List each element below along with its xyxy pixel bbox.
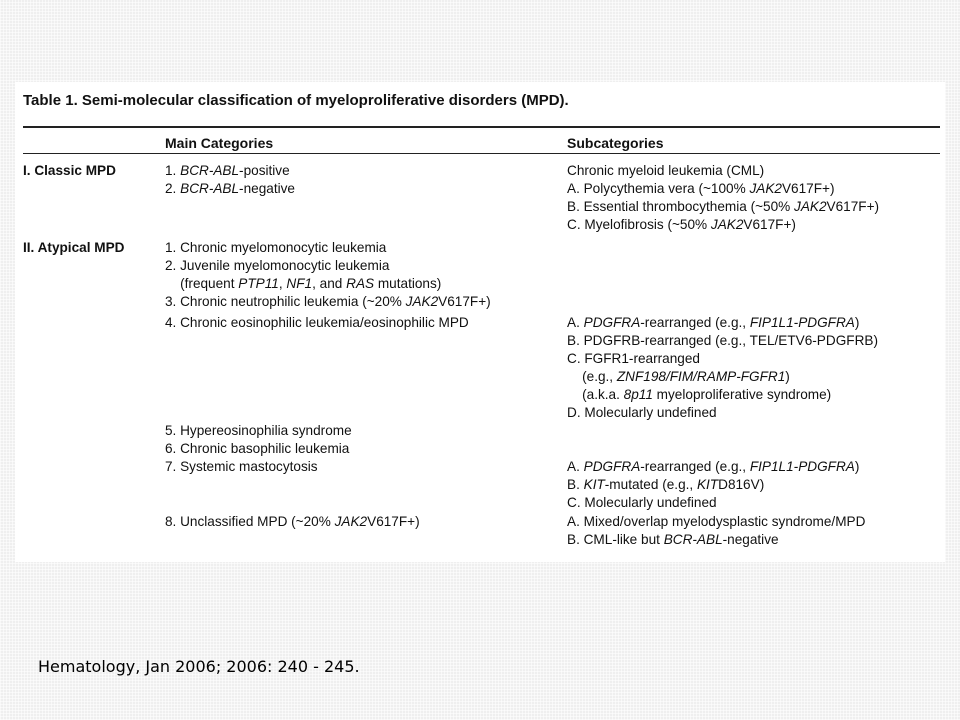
subcategory-line bbox=[567, 476, 764, 494]
subcategory-line bbox=[567, 180, 835, 198]
subcategory-line bbox=[567, 216, 796, 234]
line-text: V617F+) bbox=[438, 294, 491, 309]
line-text: B. bbox=[567, 477, 584, 492]
line-text: myeloproliferative syndrome) bbox=[652, 387, 832, 402]
line-text: D816V) bbox=[718, 477, 765, 492]
citation: Hematology, Jan 2006; 2006: 240 - 245. bbox=[38, 657, 360, 676]
line-text: B. CML-like but bbox=[567, 532, 664, 547]
gene-name: BCR-ABL bbox=[180, 181, 240, 196]
main-category-line bbox=[165, 180, 295, 198]
line-text: 2. Juvenile myelomonocytic leukemia bbox=[165, 258, 390, 273]
line-text: 6. Chronic basophilic leukemia bbox=[165, 441, 350, 456]
line-text: (frequent bbox=[165, 276, 239, 291]
subcategory-line bbox=[567, 350, 700, 368]
line-text: 1. Chronic myelomonocytic leukemia bbox=[165, 240, 387, 255]
gene-name: FIP1L1-PDGFRA bbox=[749, 315, 855, 330]
line-text: mutations) bbox=[374, 276, 442, 291]
line-text: A. Mixed/overlap myelodysplastic syndrome/MPD bbox=[567, 514, 866, 529]
section-label-classic: I. Classic MPD bbox=[23, 163, 116, 178]
line-text: -negative bbox=[239, 181, 295, 196]
header-main-categories: Main Categories bbox=[165, 135, 274, 151]
line-text: 2. bbox=[165, 181, 181, 196]
subcategory-line bbox=[567, 162, 764, 180]
gene-name: RAS bbox=[346, 276, 375, 291]
line-text: A. bbox=[567, 459, 584, 474]
line-text: 8. Unclassified MPD (~20% bbox=[165, 514, 335, 529]
subcategory-line bbox=[567, 513, 865, 531]
line-text: ) bbox=[785, 369, 790, 384]
table-top-rule bbox=[23, 126, 940, 128]
line-text: 4. Chronic eosinophilic leukemia/eosinophilic MPD bbox=[165, 315, 469, 330]
main-category-line bbox=[165, 239, 386, 257]
gene-name: KIT bbox=[583, 477, 605, 492]
subcategory-line bbox=[567, 386, 831, 404]
subcategory-line bbox=[567, 494, 717, 512]
line-text: A. Polycythemia vera (~100% bbox=[567, 181, 750, 196]
subcategory-line bbox=[567, 314, 859, 332]
line-text: (a.k.a. bbox=[567, 387, 624, 402]
main-category-line bbox=[165, 257, 389, 275]
subcategory-line bbox=[567, 458, 859, 476]
gene-name: JAK2 bbox=[334, 514, 368, 529]
main-category-line bbox=[165, 293, 491, 311]
line-text: 3. Chronic neutrophilic leukemia (~20% bbox=[165, 294, 406, 309]
main-category-line bbox=[165, 314, 469, 332]
main-category-line bbox=[165, 162, 290, 180]
subcategory-line bbox=[567, 404, 717, 422]
gene-name: JAK2 bbox=[749, 181, 782, 196]
line-text: C. Molecularly undefined bbox=[567, 495, 717, 510]
line-text: -positive bbox=[239, 163, 290, 178]
line-text: V617F+) bbox=[826, 199, 880, 214]
line-text: -rearranged (e.g., bbox=[640, 459, 750, 474]
gene-name: KIT bbox=[696, 477, 719, 492]
line-text: B. Essential thrombocythemia (~50% bbox=[567, 199, 795, 214]
line-text: Chronic myeloid leukemia (CML) bbox=[567, 163, 765, 178]
line-text: 5. Hypereosinophilia syndrome bbox=[165, 423, 352, 438]
table-header-rule bbox=[23, 153, 940, 154]
line-text: B. PDGFRB-rearranged (e.g., TEL/ETV6-PDGFRB) bbox=[567, 333, 878, 348]
main-category-line bbox=[165, 513, 420, 531]
gene-name: NF1 bbox=[286, 276, 313, 291]
line-text: C. Myelofibrosis (~50% bbox=[567, 217, 711, 232]
gene-name: 8p11 bbox=[623, 387, 653, 402]
main-category-line bbox=[165, 440, 349, 458]
gene-name: JAK2 bbox=[405, 294, 439, 309]
gene-name: JAK2 bbox=[794, 199, 827, 214]
subcategory-line bbox=[567, 531, 779, 549]
line-text: 1. bbox=[165, 163, 181, 178]
main-category-line bbox=[165, 458, 318, 476]
gene-name: ZNF198/FIM/RAMP-FGFR1 bbox=[616, 369, 786, 384]
line-text: -rearranged (e.g., bbox=[640, 315, 750, 330]
line-text: -negative bbox=[722, 532, 779, 547]
gene-name: BCR-ABL bbox=[180, 163, 240, 178]
line-text: ) bbox=[854, 459, 860, 474]
section-label-atypical: II. Atypical MPD bbox=[23, 240, 125, 255]
gene-name: PDGFRA bbox=[583, 315, 641, 330]
line-text: D. Molecularly undefined bbox=[567, 405, 717, 420]
gene-name: JAK2 bbox=[710, 217, 744, 232]
line-text: V617F+) bbox=[367, 514, 420, 529]
line-text: C. FGFR1-rearranged bbox=[567, 351, 700, 366]
gene-name: FIP1L1-PDGFRA bbox=[749, 459, 855, 474]
line-text: (e.g., bbox=[567, 369, 617, 384]
header-subcategories: Subcategories bbox=[567, 135, 664, 151]
line-text: V617F+) bbox=[781, 181, 835, 196]
table-panel bbox=[15, 82, 945, 562]
table-title: Table 1. Semi-molecular classification of myeloproliferative disorders (MPD). bbox=[23, 92, 569, 109]
subcategory-line bbox=[567, 198, 879, 216]
gene-name: PTP11 bbox=[238, 276, 279, 291]
gene-name: BCR-ABL bbox=[663, 532, 723, 547]
line-text: V617F+) bbox=[743, 217, 796, 232]
subcategory-line bbox=[567, 332, 878, 350]
line-text: -mutated (e.g., bbox=[604, 477, 697, 492]
subcategory-line bbox=[567, 368, 790, 386]
line-text: , and bbox=[312, 276, 347, 291]
line-text: 7. Systemic mastocytosis bbox=[165, 459, 318, 474]
main-category-line bbox=[165, 275, 441, 293]
line-text: A. bbox=[567, 315, 584, 330]
line-text: , bbox=[278, 276, 287, 291]
gene-name: PDGFRA bbox=[583, 459, 641, 474]
main-category-line bbox=[165, 422, 352, 440]
line-text: ) bbox=[854, 315, 860, 330]
